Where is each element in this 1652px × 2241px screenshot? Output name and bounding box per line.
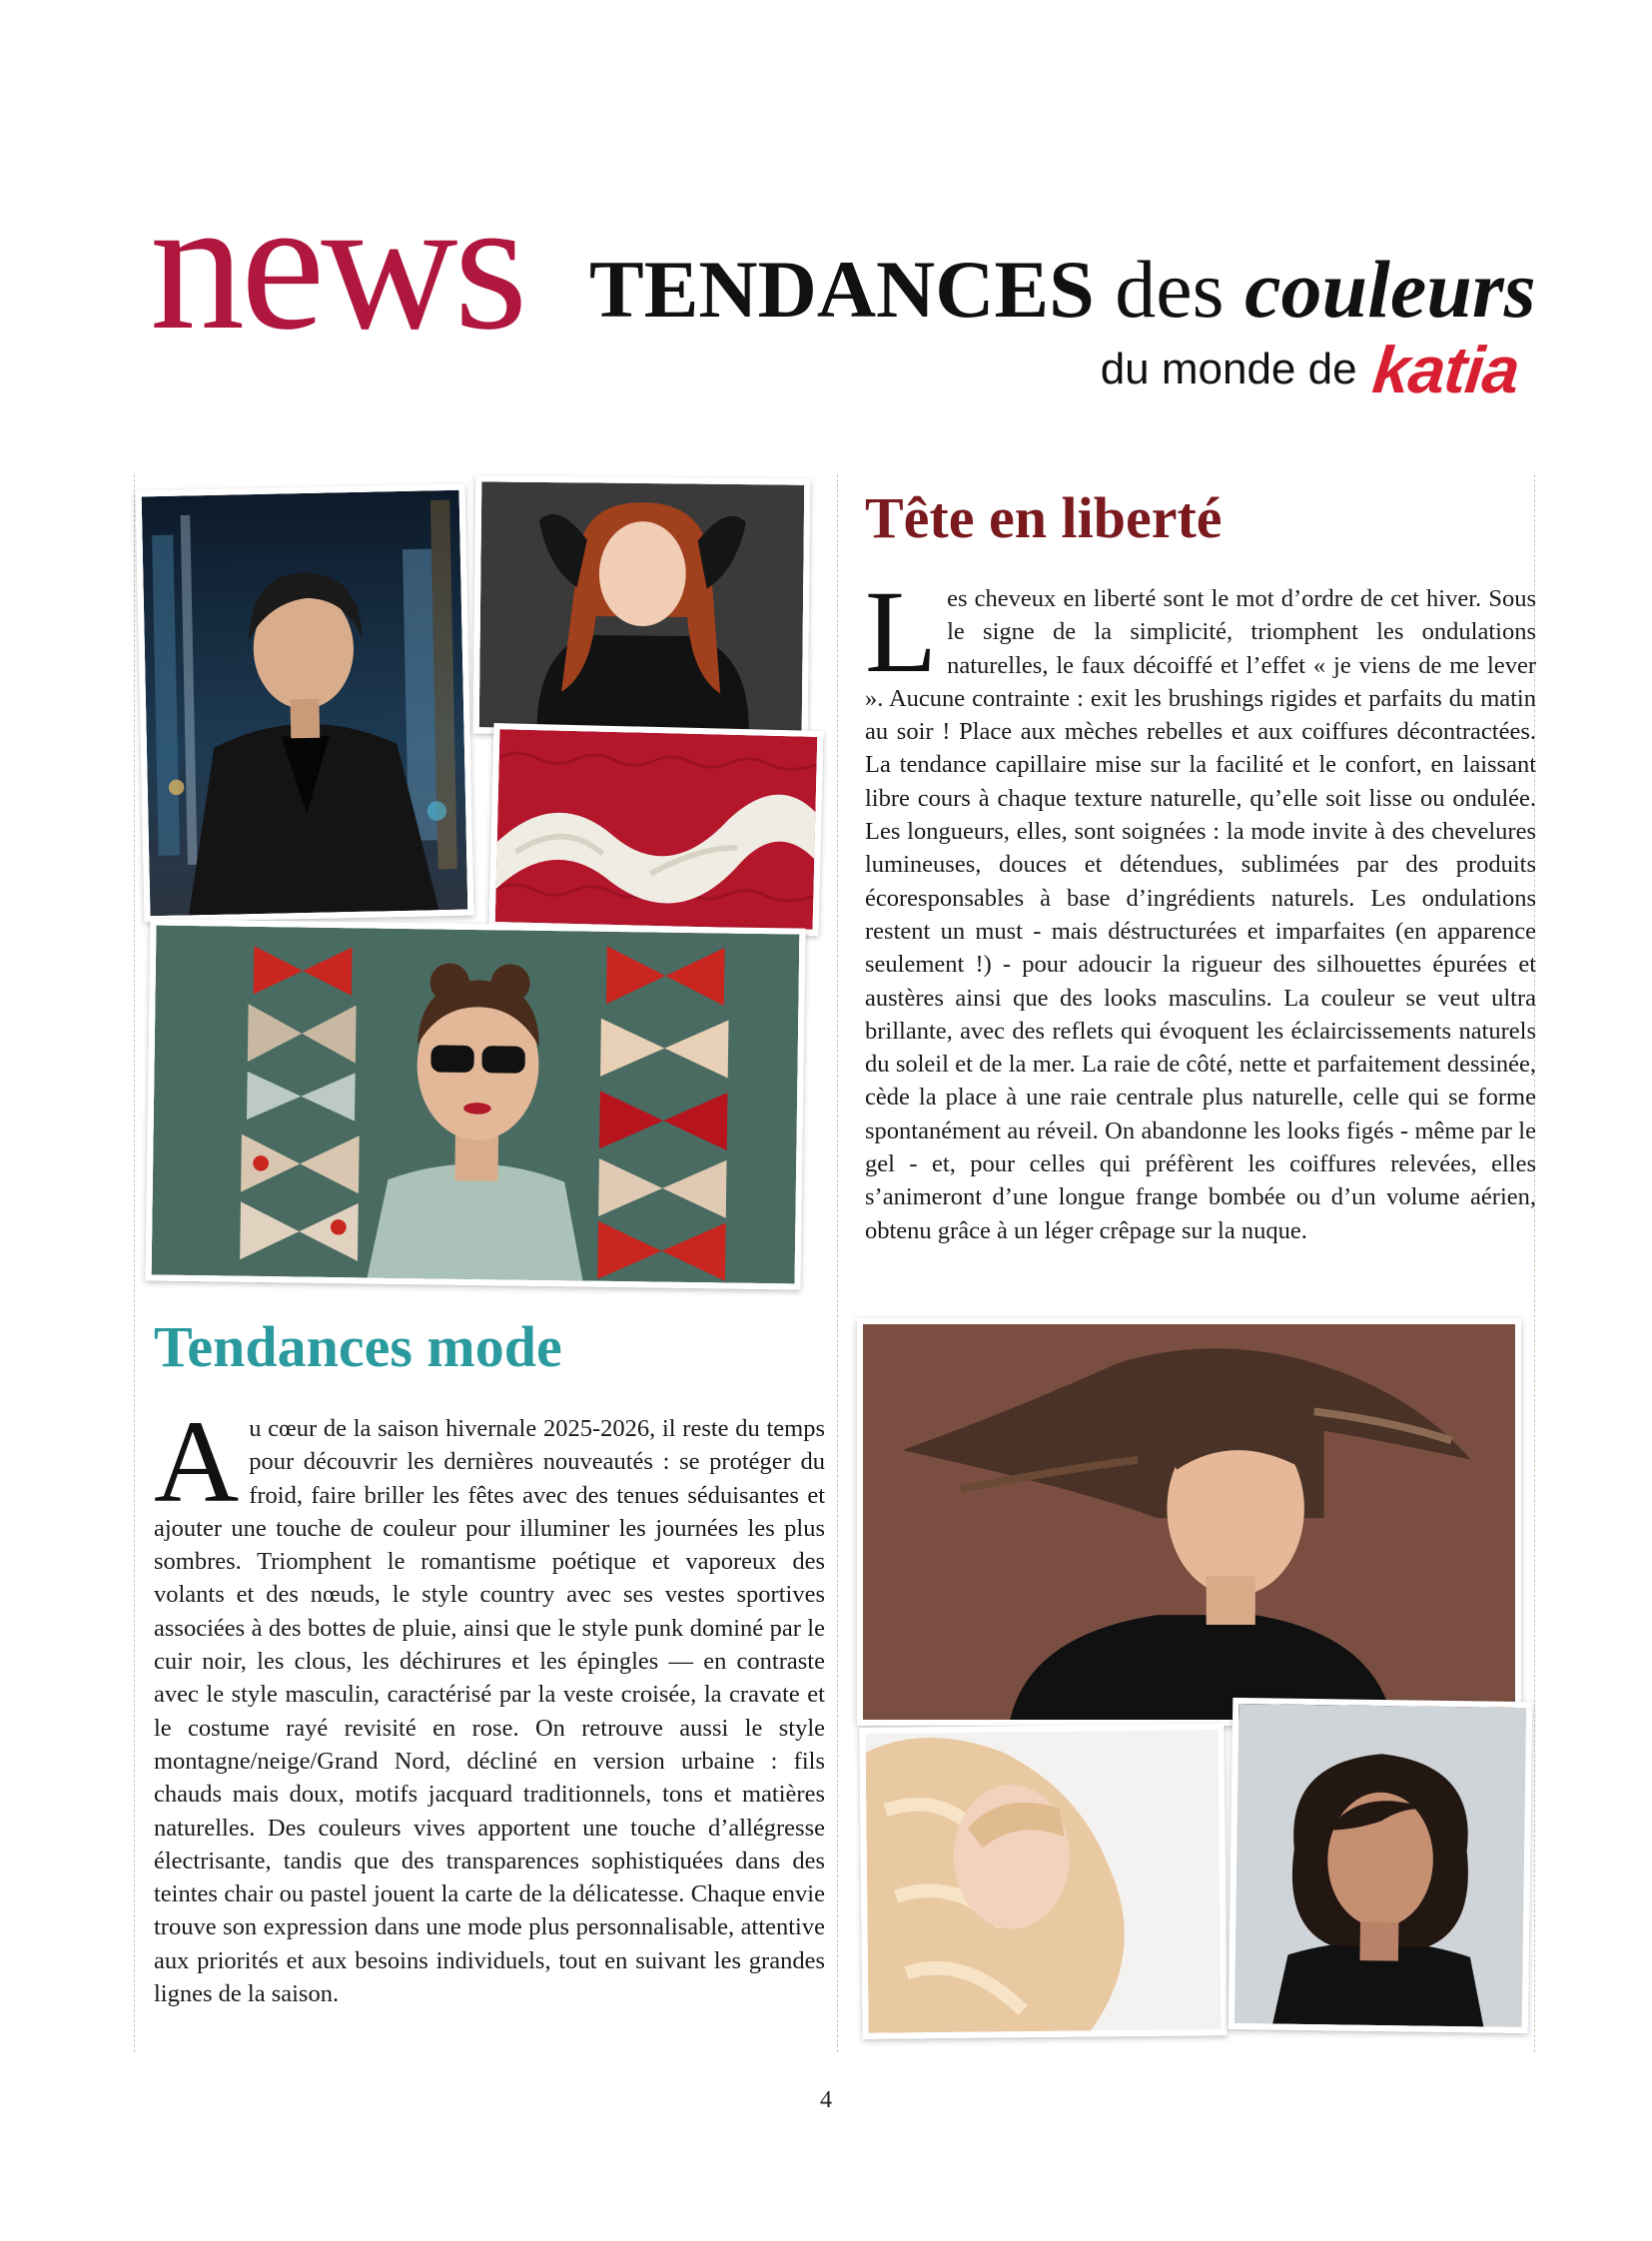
article-tendances-mode bbox=[154, 1396, 825, 2010]
article-mode-body: u cœur de la saison hivernale 2025-2026, il reste du temps pour découvrir les dernières nouveautés : se protéger du froid, faire briller les fêtes avec des tenues séduisantes et ajouter une touche de couleur pour illuminer les journées les plus sombres. Triomphent le romantisme poétique et vaporeux des volants et des nœuds, le style country avec ses vestes sportives associées à des bottes de pluie, ainsi que le style punk dominé par le cuir noir, les clous, les déchirures et les épingles — en contraste avec le style masculin, caractérisé par la veste croisée, la cravate et le costume rayé revisité en rose. On retrouve aussi le style montagne/neige/Grand Nord, décliné en version urbaine : fils chauds mais doux, motifs jacquard traditionnels, tons et matières naturelles. Des couleurs vives apportent une touche d’allégresse électrisante, tandis que des transparences sophistiquées dans des teintes chair ou pastel jouent la carte de la délicatesse. Chaque envie trouve son expression dans une mode plus personnalisable, attentive aux priorités et aux besoins individuels, tout en suivant les grandes lignes de la saison. bbox=[154, 1415, 825, 2008]
column-rule-middle bbox=[837, 474, 838, 2052]
photo-red-hair-portrait bbox=[473, 475, 811, 736]
photo-leather-jacket-portrait bbox=[136, 484, 474, 923]
headline-tendances: TENDANCES bbox=[589, 244, 1095, 335]
page-number: 4 bbox=[820, 2087, 832, 2113]
subhead-text: du monde de bbox=[1100, 345, 1357, 393]
dropcap-a: A bbox=[154, 1396, 240, 1527]
news-word: news bbox=[150, 160, 524, 370]
headline bbox=[589, 240, 1536, 340]
section-title-tete-en-liberte: Tête en liberté bbox=[865, 485, 1223, 550]
katia-logo: katia bbox=[1368, 333, 1522, 406]
photo-bows-fashion bbox=[146, 919, 806, 1289]
headline-des: des bbox=[1115, 244, 1225, 335]
article-tete-body: es cheveux en liberté sont le mot d’ordre de cet hiver. Sous le signe de la simplicité, triomphent les ondulations naturelles, le faux décoiffé et l’effet « je viens de me lever ». Aucune contrainte : exit les brushings rigides et parfaits du matin au soir ! Place aux mèches rebelles et aux coiffures décontractées. La tendance capillaire mise sur la facilité et le confort, en laissant libre cours à chaque texture naturelle, qu’elle soit lisse ou ondulée. Les longueurs, elles, sont soignées : la mode invite à des chevelures lumineuses, douces et détendues, sublimées par des produits écoresponsables à base d’ingrédients naturels. Les ondulations restent un must - mais déstructurées et imparfaites (en apparence seulement !) - pour adoucir la rigueur des silhouettes épurées et austères ainsi que des looks masculins. La couleur se veut ultra brillante, avec des reflets qui évoquent les éclaircissements naturels du soleil et de la mer. La raie de côté, nette et parfaitement dessinée, cède la place à une raie centrale plus naturelle, celle qui se forme spontanément au réveil. On abandonne les looks figés - même par le gel - et, pour celles qui préfèrent les coiffures relevées, elles s’animeront d’une longue frange bombée ou d’un volume aérien, obtenu grâce à un léger crêpage sur la nuque. bbox=[865, 585, 1536, 1244]
photo-dark-bob bbox=[1229, 1698, 1533, 2033]
section-title-tendances-mode: Tendances mode bbox=[154, 1314, 562, 1379]
article-tete-en-liberte bbox=[865, 566, 1536, 1247]
column-rule-left bbox=[134, 474, 135, 2052]
photo-knit-texture bbox=[489, 723, 824, 936]
masthead bbox=[150, 160, 1536, 409]
headline-couleurs: couleurs bbox=[1244, 244, 1536, 335]
subhead bbox=[1100, 330, 1522, 409]
photo-blonde-waves bbox=[859, 1724, 1227, 2039]
dropcap-l: L bbox=[865, 566, 938, 697]
photo-hair-in-motion bbox=[857, 1318, 1521, 1726]
